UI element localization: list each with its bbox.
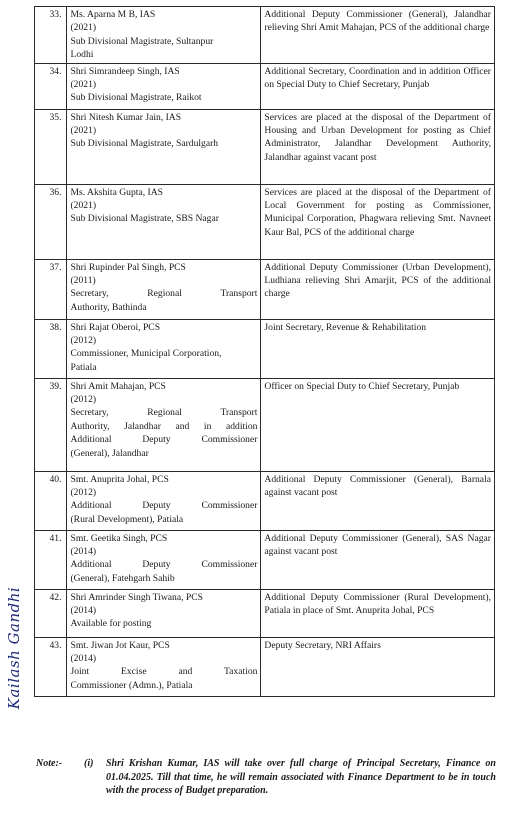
officer-line: (General), Jalandhar [70,447,149,459]
officer-line: Smt. Anuprita Johal, PCS [70,473,169,485]
officer-line: Shri Nitesh Kumar Jain, IAS [70,111,182,123]
officer-line: Additional Deputy Commissioner [70,500,258,512]
note-label: Note:- [36,758,63,769]
officer-line: (Rural Development), Patiala [70,513,184,525]
officer-line: Lodhi [70,49,94,61]
serial-number: 42. [35,589,67,637]
officer-line: Sub Divisional Magistrate, Raikot [70,92,202,104]
officer-cell [67,259,261,319]
table-row [35,63,495,109]
signature-text: Kailash Gandhi [5,586,23,710]
officer-line: (2021) [70,125,97,137]
officer-line: Ms. Aparna M B, IAS [70,9,156,20]
officer-line: Smt. Geetika Singh, PCS [70,532,168,544]
posting-cell: Additional Deputy Commissioner (General), SAS Nagar against vacant post [261,530,495,589]
posting-cell: Additional Deputy Commissioner (Urban Development), Ludhiana relieving Shri Amarjit, PCS of the additional charge [261,259,495,319]
posting-cell: Joint Secretary, Revenue & Rehabilitation [261,319,495,378]
serial-number: 41. [35,530,67,589]
serial-number: 34. [35,63,67,109]
note [36,757,496,798]
officer-cell [67,7,261,64]
officer-line: Secretary, Regional Transport [70,288,258,300]
officer-line: Commissioner, Municipal Corporation, [70,348,222,360]
officer-cell [67,530,261,589]
officer-line: Shri Amrinder Singh Tiwana, PCS [70,591,203,603]
officer-line: Sub Divisional Magistrate, Sultanpur [70,35,214,47]
note-marker: (i) [84,758,94,769]
serial-number: 36. [35,184,67,259]
table-row [35,109,495,184]
officer-line: (General), Fatehgarh Sahib [70,572,175,584]
table-row [35,530,495,589]
table-row [35,184,495,259]
posting-cell: Services are placed at the disposal of the Department of Local Government for posting as Commissioner, Municipal Corporation, Phagwara relieving Smt. Navneet Kaur Bal, PCS of the additional charge [261,184,495,259]
table-row [35,378,495,471]
posting-cell: Additional Secretary, Coordination and in addition Officer on Special Duty to Chief Secretary, Punjab [261,63,495,109]
officer-line: Authority, Bathinda [70,301,147,313]
officer-line: Shri Rajat Oberoi, PCS [70,321,161,333]
posting-order-sheet [34,6,495,697]
officer-line: (2012) [70,487,97,499]
table-row [35,471,495,530]
officer-line: Joint Excise and Taxation [70,666,258,678]
officer-line: Smt. Jiwan Jot Kaur, PCS [70,639,170,651]
officer-line: Shri Amit Mahajan, PCS [70,380,166,392]
officer-line: Additional Deputy Commissioner [70,434,258,446]
table-row [35,319,495,378]
table-row [35,259,495,319]
transfer-table [34,6,495,697]
officer-line: (2021) [70,200,97,212]
posting-cell: Additional Deputy Commissioner (General), Barnala against vacant post [261,471,495,530]
officer-cell [67,378,261,471]
transfer-table-body [35,7,495,697]
officer-line: Additional Deputy Commissioner [70,559,258,571]
officer-cell [67,471,261,530]
serial-number: 40. [35,471,67,530]
officer-line: (2021) [70,79,97,91]
officer-line: Secretary, Regional Transport [70,407,258,419]
officer-line: Commissioner (Admn.), Patiala [70,679,193,691]
officer-line: (2014) [70,546,97,558]
serial-number: 37. [35,259,67,319]
officer-line: Shri Simrandeep Singh, IAS [70,65,180,77]
officer-cell [67,184,261,259]
officer-line: Patiala [70,361,97,373]
officer-cell [67,109,261,184]
officer-line: Sub Divisional Magistrate, Sardulgarh [70,138,219,150]
posting-cell: Additional Deputy Commissioner (General), Jalandhar relieving Shri Amit Mahajan, PCS of the additional charge [261,7,495,64]
table-row [35,7,495,64]
officer-cell [67,589,261,637]
table-row [35,589,495,637]
serial-number: 33. [35,7,67,64]
posting-cell: Officer on Special Duty to Chief Secretary, Punjab [261,378,495,471]
table-row [35,637,495,696]
officer-line: (2021) [70,22,97,34]
officer-line: Authority, Jalandhar and in addition [70,420,258,432]
officer-line: Available for posting [70,618,152,630]
officer-cell [67,319,261,378]
signature [1,553,27,743]
officer-line: Ms. Akshita Gupta, IAS [70,186,163,198]
posting-cell: Deputy Secretary, NRI Affairs [261,637,495,696]
serial-number: 38. [35,319,67,378]
officer-cell [67,63,261,109]
officer-cell [67,637,261,696]
officer-line: (2011) [70,275,96,287]
posting-cell: Services are placed at the disposal of the Department of Housing and Urban Development for posting as Chief Administrator, Jalandhar Development Authority, Jalandhar against vacant post [261,109,495,184]
officer-line: (2012) [70,394,97,406]
posting-cell: Additional Deputy Commissioner (Rural Development), Patiala in place of Smt. Anuprita Johal, PCS [261,589,495,637]
officer-line: Sub Divisional Magistrate, SBS Nagar [70,213,219,225]
serial-number: 35. [35,109,67,184]
officer-line: (2012) [70,335,97,347]
note-text: Shri Krishan Kumar, IAS will take over full charge of Principal Secretary, Finance on 01.04.2025. Till that time, he will remain associated with Finance Department to be in touch with the process of Budget preparation. [106,758,496,797]
serial-number: 43. [35,637,67,696]
officer-line: Shri Rupinder Pal Singh, PCS [70,261,186,273]
officer-line: (2014) [70,653,97,665]
officer-line: (2014) [70,605,97,617]
serial-number: 39. [35,378,67,471]
